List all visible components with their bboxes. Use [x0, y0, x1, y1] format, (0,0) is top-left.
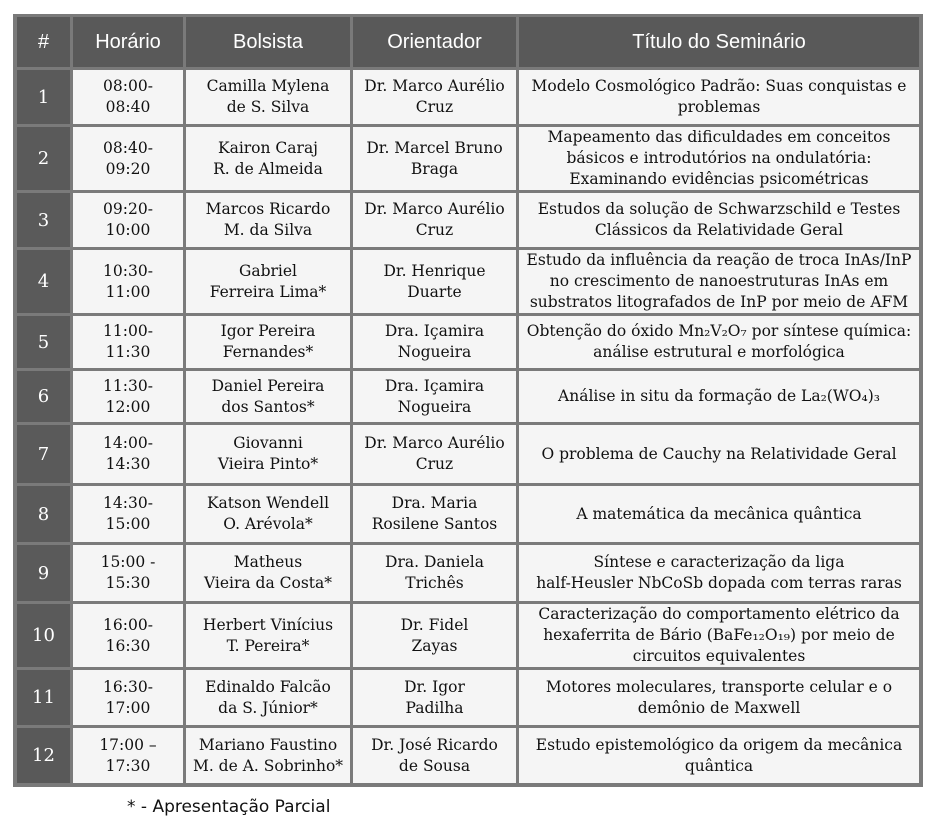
cell-student [186, 127, 353, 193]
cell-student-line: Gabriel [238, 261, 298, 280]
cell-title-line: substratos litografados de InP por meio de AFM [529, 293, 909, 311]
cell-time-line: 16:30 [105, 636, 151, 655]
cell-title-line: half-Heusler NbCoSb dopada com terras raras [536, 574, 902, 592]
cell-time [73, 193, 186, 250]
row-number: 1 [17, 70, 73, 127]
cell-advisor-line: Duarte [407, 282, 462, 301]
cell-advisor [353, 670, 519, 728]
cell-student [186, 728, 353, 783]
cell-time-line: 11:30 [105, 343, 151, 361]
cell-title [519, 486, 919, 545]
table-row [17, 670, 919, 728]
cell-title-line: circuitos equivalentes [632, 647, 806, 665]
cell-advisor [353, 604, 519, 670]
cell-title [519, 127, 919, 193]
cell-title-line: Motores moleculares, transporte celular e o [545, 677, 893, 696]
cell-time [73, 486, 186, 545]
cell-advisor-line: Rosilene Santos [371, 515, 498, 533]
header-time: Horário [73, 17, 186, 70]
header-number: # [17, 17, 73, 70]
cell-student [186, 316, 353, 371]
cell-advisor [353, 545, 519, 604]
cell-advisor-line: Cruz [415, 98, 454, 116]
cell-student [186, 425, 353, 486]
cell-title-line: A matemática da mecânica quântica [576, 504, 862, 523]
cell-title [519, 545, 919, 604]
cell-student-line: dos Santos* [221, 397, 315, 416]
cell-title-line: Obtenção do óxido Mn₂V₂O₇ por síntese química: [526, 322, 912, 340]
cell-student [186, 70, 353, 127]
cell-advisor-line: Nogueira [397, 343, 472, 361]
table-row [17, 425, 919, 486]
cell-title [519, 250, 919, 316]
table-row [17, 371, 919, 425]
cell-student-line: Vieira Pinto* [217, 455, 319, 473]
cell-title-line: Estudo epistemológico da origem da mecânica [535, 735, 903, 754]
cell-advisor [353, 728, 519, 783]
cell-time-line: 12:00 [105, 397, 151, 416]
cell-title [519, 728, 919, 783]
cell-title-line: Examinando evidências psicométricas [569, 170, 869, 188]
cell-time [73, 127, 186, 193]
cell-advisor-line: Dra. Daniela [385, 553, 484, 571]
row-number: 7 [17, 425, 73, 486]
cell-time-line: 15:00 [105, 515, 151, 533]
cell-time-line: 14:30 [105, 455, 151, 473]
cell-title [519, 604, 919, 670]
cell-advisor-line: Dr. Igor [404, 677, 465, 696]
cell-student-line: Vieira da Costa* [203, 574, 333, 592]
cell-title [519, 316, 919, 371]
cell-title [519, 425, 919, 486]
cell-title-line: Caracterização do comportamento elétrico da [538, 605, 900, 623]
table-header-row [17, 17, 919, 70]
row-number: 10 [17, 604, 73, 670]
cell-student [186, 193, 353, 250]
table-row [17, 250, 919, 316]
cell-title-line: Mapeamento das dificuldades em conceitos [547, 128, 891, 146]
cell-title-line: Clássicos da Relatividade Geral [594, 221, 844, 239]
cell-time-line: 09:20- [103, 200, 153, 218]
row-number: 6 [17, 371, 73, 425]
cell-advisor-line: Braga [410, 159, 459, 178]
cell-advisor [353, 486, 519, 545]
cell-advisor-line: Padilha [405, 698, 464, 717]
cell-time-line: 17:00 – [99, 735, 157, 754]
cell-advisor [353, 250, 519, 316]
cell-student [186, 250, 353, 316]
cell-student-line: Camilla Mylena [206, 77, 330, 95]
cell-advisor [353, 425, 519, 486]
seminar-schedule-table [17, 17, 919, 783]
cell-advisor [353, 371, 519, 425]
cell-title-line: básicos e introdutórios na ondulatória: [566, 149, 872, 167]
cell-student-line: Kairon Caraj [218, 138, 318, 157]
cell-title-line: problemas [677, 98, 761, 116]
cell-student [186, 604, 353, 670]
cell-student-line: Edinaldo Falcão [205, 677, 331, 696]
cell-time-line: 10:00 [105, 221, 151, 239]
cell-student-line: Ferreira Lima* [209, 282, 327, 301]
cell-advisor-line: Dra. Içamira [384, 376, 485, 395]
cell-advisor-line: Nogueira [397, 397, 472, 416]
cell-title-line: análise estrutural e morfológica [593, 343, 845, 361]
seminar-schedule-table-wrapper [13, 14, 923, 787]
cell-time-line: 08:00- [103, 77, 153, 95]
row-number: 12 [17, 728, 73, 783]
row-number: 2 [17, 127, 73, 193]
cell-advisor-line: Dr. Fidel [400, 615, 469, 634]
cell-time-line: 10:30- [103, 261, 153, 280]
cell-student-line: de S. Silva [226, 98, 310, 116]
row-number: 8 [17, 486, 73, 545]
header-advisor: Orientador [353, 17, 519, 70]
table-row [17, 193, 919, 250]
cell-time [73, 316, 186, 371]
row-number: 3 [17, 193, 73, 250]
table-row [17, 545, 919, 604]
cell-time-line: 11:00 [105, 282, 151, 301]
cell-time-line: 16:30- [103, 677, 153, 696]
cell-title [519, 371, 919, 425]
cell-title [519, 670, 919, 728]
cell-time [73, 70, 186, 127]
cell-advisor-line: Cruz [415, 221, 454, 239]
cell-title-line: O problema de Cauchy na Relatividade Geral [541, 444, 897, 463]
cell-title-line: Análise in situ da formação de La₂(WO₄)₃ [558, 387, 880, 405]
table-row [17, 728, 919, 783]
cell-student-line: M. de A. Sobrinho* [192, 756, 344, 775]
cell-advisor-line: Dr. Marco Aurélio [364, 77, 505, 95]
cell-advisor-line: Zayas [411, 636, 458, 655]
header-student: Bolsista [186, 17, 353, 70]
cell-student-line: Giovanni [233, 434, 303, 452]
cell-time-line: 14:00- [103, 434, 153, 452]
cell-time [73, 670, 186, 728]
cell-student [186, 371, 353, 425]
cell-title-line: Estudos da solução de Schwarzschild e Testes [537, 200, 901, 218]
cell-title-line: hexaferrita de Bário (BaFe₁₂O₁₉) por meio de [543, 626, 895, 644]
cell-time [73, 604, 186, 670]
table-body [17, 70, 919, 783]
cell-time [73, 250, 186, 316]
cell-student-line: T. Pereira* [226, 636, 310, 655]
cell-time-line: 09:20 [105, 159, 151, 178]
row-number: 5 [17, 316, 73, 371]
cell-advisor-line: de Sousa [398, 756, 471, 775]
cell-advisor [353, 193, 519, 250]
table-row [17, 127, 919, 193]
table-row [17, 70, 919, 127]
cell-time [73, 545, 186, 604]
table-row [17, 486, 919, 545]
cell-time-line: 17:30 [105, 756, 151, 775]
cell-title-line: no crescimento de nanoestruturas InAs em [549, 272, 889, 290]
cell-student-line: Igor Pereira [220, 322, 316, 340]
cell-student-line: Daniel Pereira [211, 376, 325, 395]
cell-student-line: Mariano Faustino [198, 735, 338, 754]
cell-advisor [353, 70, 519, 127]
cell-advisor-line: Dr. Henrique [383, 261, 486, 280]
cell-student [186, 670, 353, 728]
cell-time-line: 15:30 [105, 574, 151, 592]
cell-title-line: Estudo da influência da reação de troca InAs/InP [526, 251, 912, 269]
cell-time-line: 16:00- [103, 615, 153, 634]
cell-student-line: O. Arévola* [223, 515, 313, 533]
cell-title-line: demônio de Maxwell [637, 698, 801, 717]
cell-advisor [353, 316, 519, 371]
cell-time [73, 425, 186, 486]
cell-time [73, 371, 186, 425]
cell-time [73, 728, 186, 783]
cell-student-line: Herbert Vinícius [202, 615, 334, 634]
cell-advisor [353, 127, 519, 193]
row-number: 9 [17, 545, 73, 604]
cell-student-line: da S. Júnior* [218, 698, 318, 717]
cell-student-line: M. da Silva [223, 221, 313, 239]
row-number: 11 [17, 670, 73, 728]
cell-time-line: 14:30- [103, 494, 153, 512]
cell-time-line: 15:00 - [100, 553, 156, 571]
table-row [17, 316, 919, 371]
cell-student [186, 486, 353, 545]
table-row [17, 604, 919, 670]
cell-advisor-line: Dr. Marco Aurélio [364, 200, 505, 218]
cell-title [519, 70, 919, 127]
cell-time-line: 11:30- [103, 376, 153, 395]
cell-student-line: Matheus [233, 553, 303, 571]
cell-time-line: 11:00- [103, 322, 153, 340]
header-title: Título do Seminário [519, 17, 919, 70]
cell-time-line: 17:00 [105, 698, 151, 717]
cell-student-line: Marcos Ricardo [205, 200, 331, 218]
cell-time-line: 08:40 [105, 98, 151, 116]
cell-title-line: Síntese e caracterização da liga [593, 553, 845, 571]
cell-student-line: R. de Almeida [213, 159, 323, 178]
row-number: 4 [17, 250, 73, 316]
cell-title-line: quântica [684, 756, 754, 775]
cell-title-line: Modelo Cosmológico Padrão: Suas conquistas e [531, 77, 907, 95]
cell-student [186, 545, 353, 604]
cell-advisor-line: Cruz [415, 455, 454, 473]
cell-advisor-line: Dra. Içamira [384, 322, 485, 340]
cell-advisor-line: Dr. Marcel Bruno [366, 138, 503, 157]
footnote-partial-presentation: * - Apresentação Parcial [127, 797, 331, 817]
cell-title [519, 193, 919, 250]
cell-student-line: Katson Wendell [206, 494, 330, 512]
cell-time-line: 08:40- [103, 138, 153, 157]
cell-advisor-line: Dr. Marco Aurélio [364, 434, 505, 452]
cell-advisor-line: Trichês [405, 574, 464, 592]
cell-student-line: Fernandes* [222, 343, 314, 361]
cell-advisor-line: Dr. José Ricardo [371, 735, 498, 754]
cell-advisor-line: Dra. Maria [391, 494, 478, 512]
